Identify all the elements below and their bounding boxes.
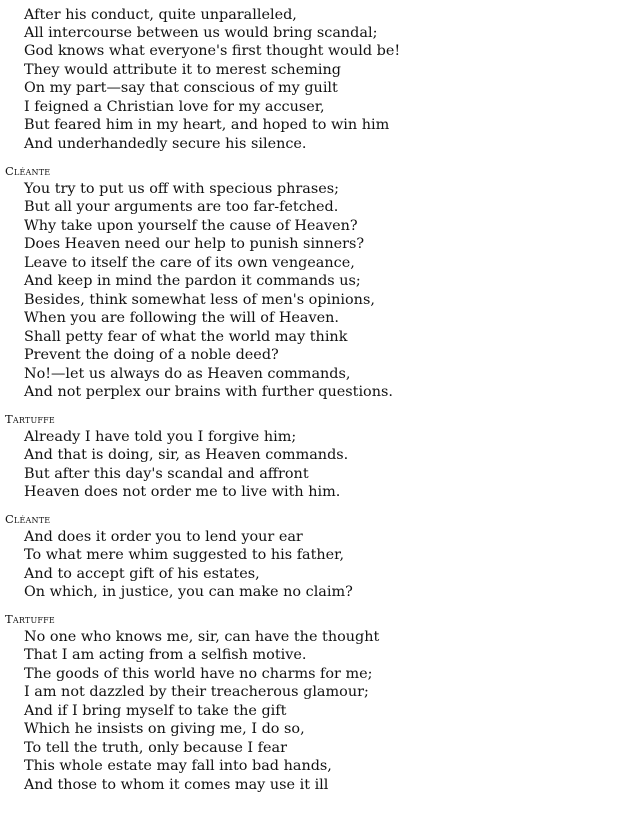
verse-line: But all your arguments are too far-fetched. [24,199,339,215]
verse-line: When you are following the will of Heaven. [24,310,339,326]
verse-line: That I am acting from a selfish motive. [24,647,307,663]
verse-line: I feigned a Christian love for my accuser, [24,99,325,115]
verse-line: And keep in mind the pardon it commands us; [24,273,361,289]
verse-line: But after this day's scandal and affront [24,466,309,482]
verse-line: And does it order you to lend your ear [24,529,303,545]
verse-line: No!—let us always do as Heaven commands, [24,366,351,382]
verse-line: To what mere whim suggested to his father, [24,547,345,563]
verse-line: All intercourse between us would bring scandal; [24,25,378,41]
verse-line: Heaven does not order me to live with him. [24,484,341,500]
verse-line: No one who knows me, sir, can have the thought [24,629,380,645]
verse-line: And to accept gift of his estates, [24,566,260,582]
verse-line: And underhandedly secure his silence. [24,136,307,152]
verse-line: On my part—say that conscious of my guilt [24,80,338,96]
verse-line: Already I have told you I forgive him; [24,429,297,445]
verse-line: You try to put us off with specious phrases; [24,181,339,197]
verse-line: Which he insists on giving me, I do so, [24,721,305,737]
speaker-name: Cléante [5,164,51,178]
speaker-name: Cléante [5,512,51,526]
speaker-name: Tartuffe [5,612,55,626]
verse-line: And those to whom it comes may use it ill [24,777,329,793]
verse-line: And not perplex our brains with further questions. [24,384,393,400]
verse-line: They would attribute it to merest scheming [24,62,341,78]
verse-line: And if I bring myself to take the gift [24,703,287,719]
verse-line: Prevent the doing of a noble deed? [24,347,279,363]
verse-line: Shall petty fear of what the world may think [24,329,348,345]
verse-line: The goods of this world have no charms for me; [24,666,373,682]
verse-line: To tell the truth, only because I fear [24,740,287,756]
verse-line: Why take upon yourself the cause of Heaven? [24,218,358,234]
verse-line: God knows what everyone's first thought would be! [24,43,401,59]
speaker-name: Tartuffe [5,412,55,426]
verse-line: And that is doing, sir, as Heaven commands. [24,447,349,463]
verse-line: On which, in justice, you can make no claim? [24,584,353,600]
verse-line: After his conduct, quite unparalleled, [24,7,297,23]
verse-line: This whole estate may fall into bad hands, [24,758,332,774]
verse-line: But feared him in my heart, and hoped to win him [24,117,390,133]
verse-line: Does Heaven need our help to punish sinners? [24,236,365,252]
verse-line: Leave to itself the care of its own vengeance, [24,255,355,271]
verse-line: I am not dazzled by their treacherous glamour; [24,684,369,700]
verse-line: Besides, think somewhat less of men's opinions, [24,292,375,308]
